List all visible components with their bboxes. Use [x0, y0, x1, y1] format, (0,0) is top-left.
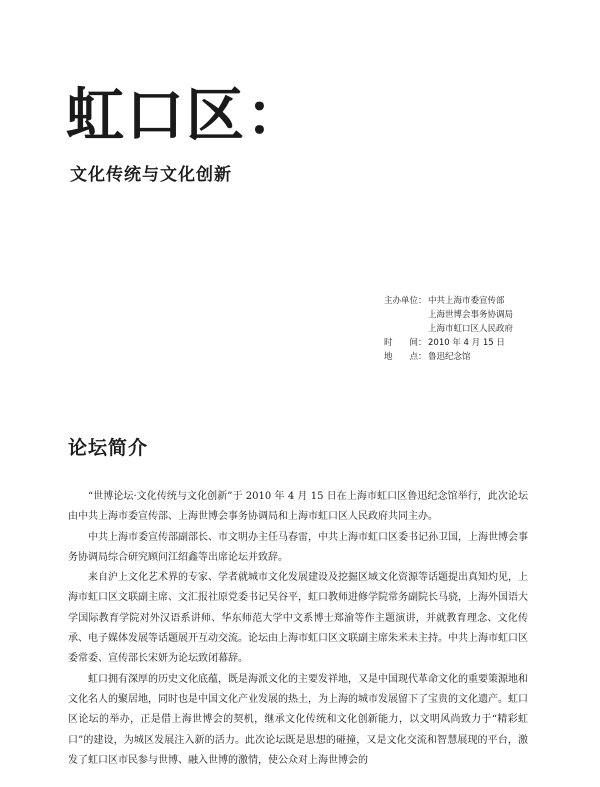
host-2: 上海世博会事务协调局 [428, 310, 514, 320]
time-row [384, 336, 513, 350]
time-value: 2010 年 4 月 15 日 [428, 338, 505, 348]
host-1: 中共上海市委宣传部 [428, 296, 505, 306]
body-text [68, 487, 528, 771]
place-label: 地 点： [384, 352, 427, 362]
host-row-2 [384, 308, 513, 322]
paragraph: 虹口拥有深厚的历史文化底蕴，既是海派文化的主要发祥地，又是中国现代革命文化的重要策源地和文化名人的聚居地，同时也是中国文化产业发展的热土，为上海的城市发展留下了宝贵的文化遗产。虹口区论坛的举办，正是借上海世博会的契机，继承文化传统和文化创新能力，以文明风尚致力于“精彩虹口”的建设，为城区发展注入新的活力。此次论坛既是思想的碰撞，又是文化交流和智慧展现的平台，激发了虹口区市民参与世博、融入世博的激情，使公众对上海世博会的 [68, 673, 528, 766]
page-subtitle: 文化传统与文化创新 [70, 165, 232, 185]
place-value: 鲁迅纪念馆 [428, 352, 471, 362]
host-label: 主办单位： [384, 296, 427, 306]
page-title: 虹口区： [66, 81, 307, 149]
paragraph: 来自沪上文化艺术界的专家、学者就城市文化发展建设及挖掘区域文化资源等话题提出真知灼见，上海市虹口区文联副主席、文汇报社原党委书记吴谷平，虹口教师进修学院常务副院长马骁，上海外国语大学国际教育学院对外汉语系讲师、华东师范大学中文系博士郑渝等作主题演讲，并就教育理念、文化传承、电子媒体发展等话题展开互动交流。论坛由上海市虹口区文联副主席朱米未主持。中共上海市虹口区委常委、宣传部长宋妍为论坛致闭幕辞。 [68, 572, 528, 665]
event-info [384, 294, 513, 364]
section-title: 论坛简介 [68, 437, 149, 459]
host-row [384, 294, 513, 308]
place-row [384, 350, 513, 364]
host-row-3 [384, 322, 513, 336]
host-3: 上海市虹口区人民政府 [428, 324, 514, 334]
time-label: 时 间： [384, 338, 427, 348]
paragraph: 中共上海市委宣传部副部长、市文明办主任马春雷，中共上海市虹口区委书记孙卫国，上海世博会事务协调局综合研究顾问江绍鑫等出席论坛并致辞。 [68, 531, 528, 563]
paragraph: “世博论坛·文化传统与文化创新”于 2010 年 4 月 15 日在上海市虹口区鲁迅纪念馆举行，此次论坛由中共上海市委宣传部、上海世博会事务协调局和上海市虹口区人民政府共同主办。 [68, 491, 528, 523]
